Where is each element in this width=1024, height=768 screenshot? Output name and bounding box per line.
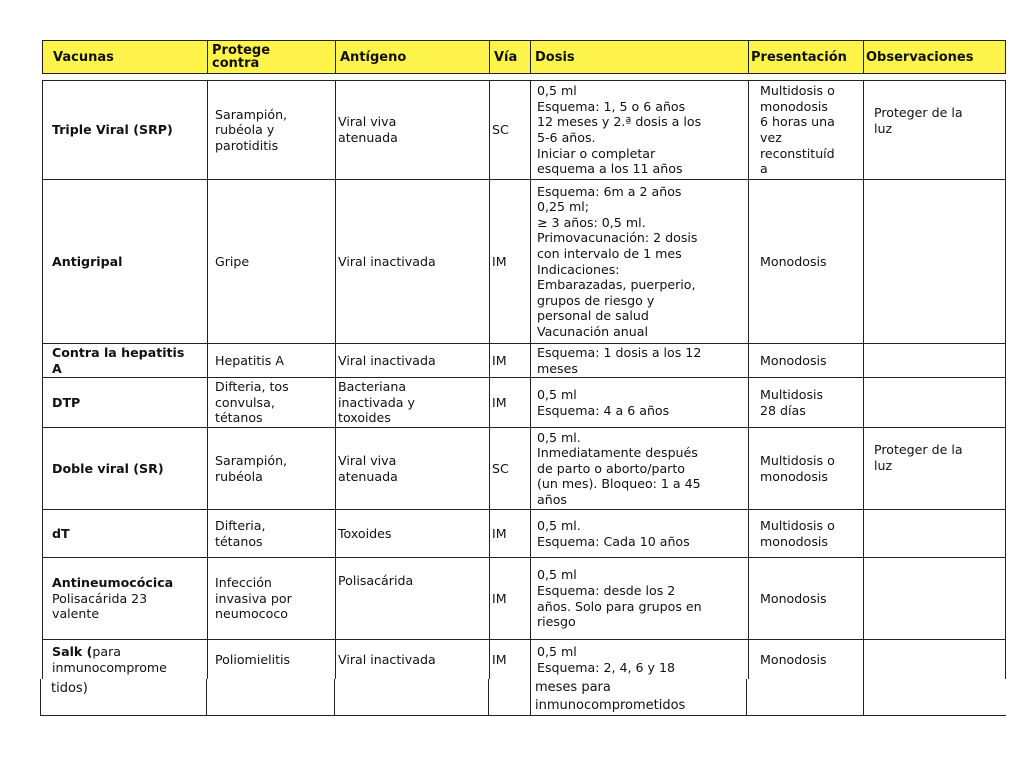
table-row bbox=[43, 80, 1005, 179]
cell-via: IM bbox=[490, 378, 531, 427]
header-dosis: Dosis bbox=[531, 41, 749, 73]
cell-dosis: 0,5 ml. Inmediatamente después de parto o aborto/parto (un mes). Bloqueo: 1 a 45 años bbox=[531, 428, 749, 509]
cell-observaciones bbox=[864, 378, 1005, 427]
cont-dosis-text: meses para inmunocomprometidos bbox=[535, 680, 686, 713]
cell-vacuna bbox=[43, 558, 208, 639]
cont-cell-dosis bbox=[531, 679, 747, 715]
cell-observaciones bbox=[864, 510, 1005, 557]
cell-presentacion: Multidosis o monodosis bbox=[749, 428, 864, 509]
cell-dosis: 0,5 ml Esquema: 1, 5 o 6 años 12 meses y 2.ª dosis a los 5-6 años. Iniciar o completar esquema a los 11 años bbox=[531, 81, 749, 179]
cell-vacuna bbox=[43, 640, 208, 679]
cell-antigeno: Toxoides bbox=[336, 510, 490, 557]
table-row bbox=[43, 427, 1005, 509]
cell-presentacion: Multidosis 28 días bbox=[749, 378, 864, 427]
header-antigeno: Antígeno bbox=[336, 41, 490, 73]
cell-dosis: 0,5 ml Esquema: desde los 2 años. Solo para grupos en riesgo bbox=[531, 558, 749, 639]
vacuna-name-rest: para inmunocomprome bbox=[52, 643, 167, 675]
cell-antigeno: Viral viva atenuada bbox=[336, 428, 490, 509]
cell-vacuna: Antigripal bbox=[43, 180, 208, 343]
table-row bbox=[43, 639, 1005, 679]
vacuna-name-rest: Polisacárida 23 valente bbox=[52, 590, 148, 622]
cell-dosis: 0,5 ml Esquema: 2, 4, 6 y 18 bbox=[531, 640, 749, 679]
cell-protege: Poliomielitis bbox=[208, 640, 336, 679]
header-presentacion: Presentación bbox=[749, 41, 864, 73]
cell-observaciones: Proteger de la luz bbox=[874, 105, 963, 136]
cont-cell-via bbox=[489, 679, 531, 715]
cell-via: IM bbox=[490, 558, 531, 639]
cell-protege: Difteria, tos convulsa, tétanos bbox=[208, 378, 336, 427]
vacuna-name-bold: Salk ( bbox=[52, 643, 93, 659]
cell-dosis: 0,5 ml. Esquema: Cada 10 años bbox=[531, 510, 749, 557]
cell-presentacion: Monodosis bbox=[749, 180, 864, 343]
cell-observaciones bbox=[864, 640, 1005, 679]
header-vacunas: Vacunas bbox=[43, 41, 208, 73]
cont-cell-protege bbox=[207, 679, 335, 715]
header-protege-contra: Protege contra bbox=[208, 41, 336, 73]
cell-dosis: Esquema: 6m a 2 años 0,25 ml; ≥ 3 años: 0,5 ml. Primovacunación: 2 dosis con intervalo de 1 mes Indicaciones: Embarazadas, puerperio, grupos de riesgo y personal de salud Vacunación anual bbox=[531, 180, 749, 343]
cell-observaciones bbox=[864, 558, 1005, 639]
cell-via: IM bbox=[490, 180, 531, 343]
cont-cell-observaciones bbox=[864, 679, 1005, 715]
table-row bbox=[43, 557, 1005, 639]
cell-protege: Hepatitis A bbox=[208, 344, 336, 377]
cell-antigeno: Bacteriana inactivada y toxoides bbox=[336, 378, 490, 427]
vacuna-name-bold: Antineumocócica bbox=[52, 575, 174, 591]
cell-protege: Infección invasiva por neumococo bbox=[208, 558, 336, 639]
cont-cell-antigeno bbox=[335, 679, 489, 715]
vaccine-table bbox=[42, 80, 1006, 679]
table-row bbox=[43, 377, 1005, 427]
cell-protege: Sarampión, rubéola bbox=[208, 428, 336, 509]
table-row bbox=[43, 179, 1005, 343]
cell-observaciones bbox=[864, 344, 1005, 377]
cell-vacuna: Doble viral (SR) bbox=[43, 428, 208, 509]
cell-protege: Gripe bbox=[208, 180, 336, 343]
cell-antigeno: Polisacárida bbox=[336, 558, 490, 639]
cell-presentacion: Monodosis bbox=[749, 640, 864, 679]
cell-observaciones: Proteger de la luz bbox=[874, 442, 963, 473]
cell-presentacion: Monodosis bbox=[749, 344, 864, 377]
cell-vacuna: DTP bbox=[43, 378, 208, 427]
table-header-row bbox=[42, 40, 1006, 74]
cell-antigeno: Viral inactivada bbox=[336, 344, 490, 377]
table-row bbox=[43, 343, 1005, 377]
cell-vacuna: Triple Viral (SRP) bbox=[43, 81, 208, 179]
header-observaciones: Observaciones bbox=[866, 49, 974, 65]
cell-via: IM bbox=[490, 640, 531, 679]
table-continuation-row bbox=[40, 679, 1006, 716]
cell-protege: Sarampión, rubéola y parotiditis bbox=[208, 81, 336, 179]
cell-protege: Difteria, tétanos bbox=[208, 510, 336, 557]
table-row bbox=[43, 509, 1005, 557]
cell-via: SC bbox=[490, 428, 531, 509]
cell-dosis: Esquema: 1 dosis a los 12 meses bbox=[531, 344, 749, 377]
cell-presentacion: Multidosis o monodosis 6 horas una vez reconstituíd a bbox=[749, 81, 864, 179]
header-via: Vía bbox=[490, 41, 531, 73]
cont-cell-vacuna bbox=[41, 679, 207, 715]
cell-via: SC bbox=[490, 81, 531, 179]
cell-via: IM bbox=[490, 510, 531, 557]
cell-antigeno: Viral inactivada bbox=[336, 640, 490, 679]
cell-presentacion: Multidosis o monodosis bbox=[749, 510, 864, 557]
cell-dosis: 0,5 ml Esquema: 4 a 6 años bbox=[531, 378, 749, 427]
cell-observaciones bbox=[864, 180, 1005, 343]
cell-vacuna: Contra la hepatitis A bbox=[43, 344, 208, 377]
cont-vacuna-text: tidos) bbox=[51, 681, 88, 696]
cell-antigeno: Viral inactivada bbox=[336, 180, 490, 343]
cell-presentacion: Monodosis bbox=[749, 558, 864, 639]
cell-via: IM bbox=[490, 344, 531, 377]
cell-antigeno: Viral viva atenuada bbox=[336, 81, 490, 179]
cont-cell-presentacion bbox=[747, 679, 864, 715]
cell-vacuna: dT bbox=[43, 510, 208, 557]
